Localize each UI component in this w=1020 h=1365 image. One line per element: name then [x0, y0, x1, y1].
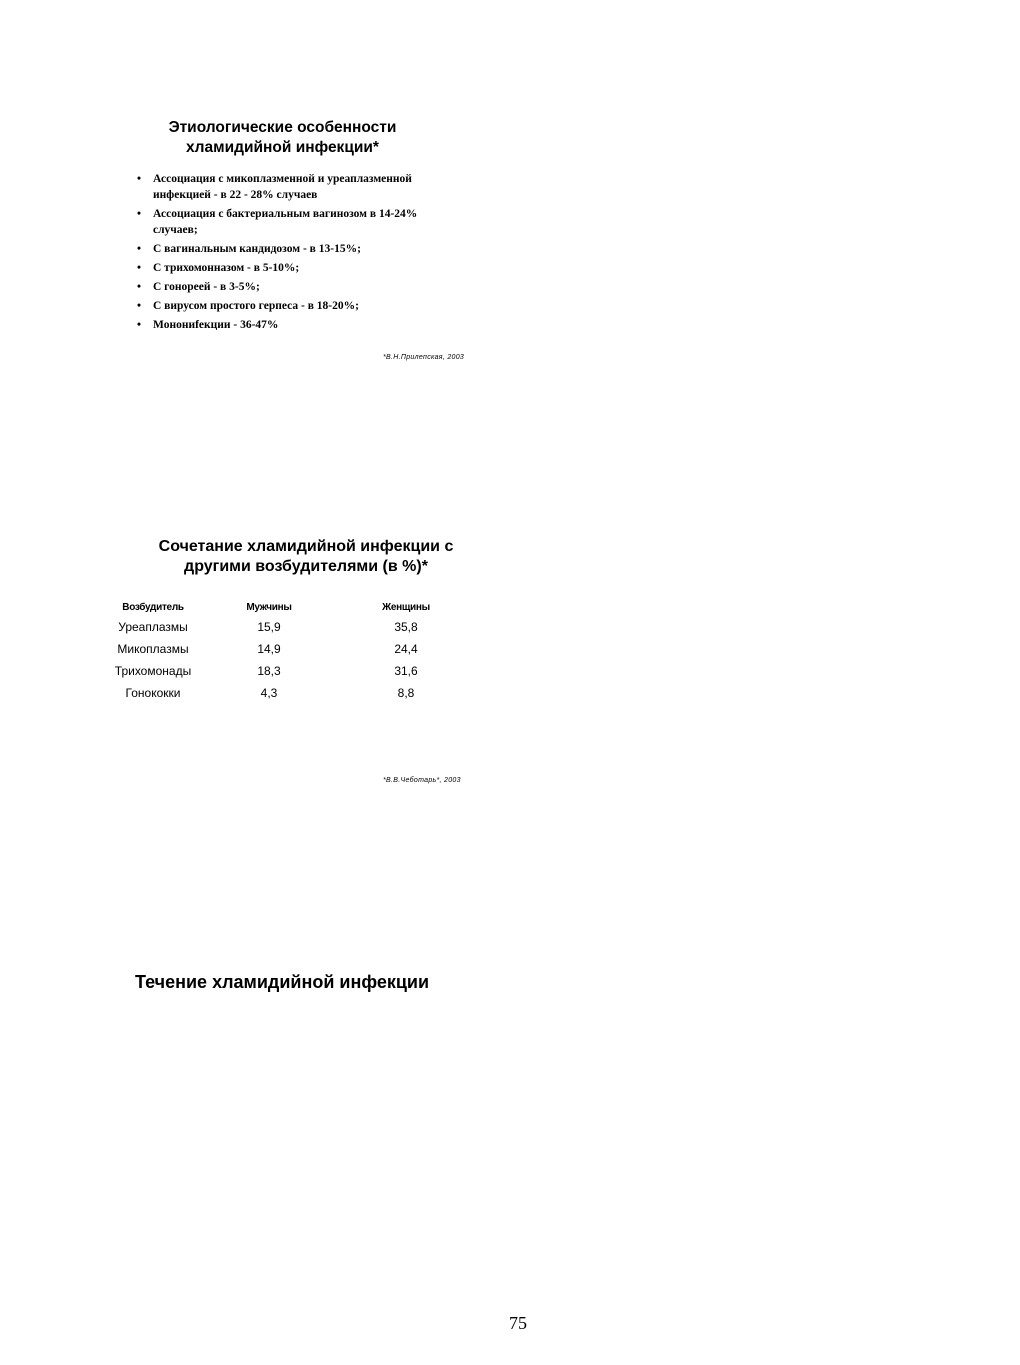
list-item-line1: С вирусом простого герпеса - в 18-20%; — [153, 300, 359, 312]
list-item — [137, 241, 457, 257]
list-item-line2: инфекцией - в 22 - 28% случаев — [153, 189, 318, 201]
bullet-icon: • — [137, 300, 142, 312]
list-item-line1: Ассоциация с микоплазменной и уреаплазменной — [153, 173, 412, 185]
slide2-title-line1: Сочетание хламидийной инфекции с — [158, 538, 454, 555]
list-item-line1: С вагинальным кандидозом - в 13-15%; — [153, 243, 361, 255]
slide2-footnote: *В.В.Чеботарь*, 2003 — [383, 777, 461, 784]
bullet-icon: • — [137, 173, 142, 185]
table-cell: 8,8 — [397, 686, 415, 700]
bullet-icon: • — [137, 262, 142, 274]
slide1-title — [130, 118, 435, 158]
list-item — [137, 260, 457, 276]
slide1-bullet-list — [137, 171, 457, 336]
column-header-women: Женщины — [382, 601, 430, 613]
page-number: 75 — [509, 1313, 527, 1333]
list-item — [137, 317, 457, 333]
bullet-icon: • — [137, 281, 142, 293]
list-item-line1: Ассоциация с бактериальным вагинозом в 14-24% — [153, 208, 418, 220]
bullet-icon: • — [137, 243, 142, 255]
table-row — [103, 682, 477, 704]
table-cell: 14,9 — [257, 642, 281, 656]
list-item-line1: Монониfекции - 36-47% — [153, 319, 279, 331]
list-item — [137, 279, 457, 295]
table-cell: 31,6 — [394, 664, 418, 678]
table-header-row — [103, 598, 477, 616]
pathogen-table — [103, 598, 477, 704]
table-cell: Трихомонады — [114, 664, 192, 678]
bullet-icon: • — [137, 319, 142, 331]
list-item-line2: случаев; — [153, 224, 198, 236]
list-item — [137, 171, 457, 203]
slide1-title-line2: хламидийной инфекции* — [186, 139, 379, 156]
table-row — [103, 616, 477, 638]
slide2-title — [130, 537, 482, 577]
table-cell: 35,8 — [394, 620, 418, 634]
table-cell: 15,9 — [257, 620, 281, 634]
table-cell: 24,4 — [394, 642, 418, 656]
table-cell: 4,3 — [260, 686, 278, 700]
list-item-line1: С гонореей - в 3-5%; — [153, 281, 260, 293]
list-item — [137, 206, 457, 238]
table-cell: Гонококки — [125, 686, 181, 700]
column-header-pathogen: Возбудитель — [122, 601, 184, 613]
table-cell: 18,3 — [257, 664, 281, 678]
table-row — [103, 660, 477, 682]
list-item-line1: С трихомонназом - в 5-10%; — [153, 262, 300, 274]
table-row — [103, 638, 477, 660]
slide1-title-line1: Этиологические особенности — [168, 119, 397, 136]
table-cell: Уреаплазмы — [118, 620, 188, 634]
bullet-icon: • — [137, 208, 142, 220]
list-item — [137, 298, 457, 314]
slide2-title-line2: другими возбудителями (в %)* — [184, 558, 428, 575]
slide3-title: Течение хламидийной инфекции — [135, 972, 430, 992]
slide1-footnote: *В.Н.Прилепская, 2003 — [383, 354, 465, 361]
column-header-men: Мужчины — [246, 601, 292, 613]
table-cell: Микоплазмы — [117, 642, 189, 656]
